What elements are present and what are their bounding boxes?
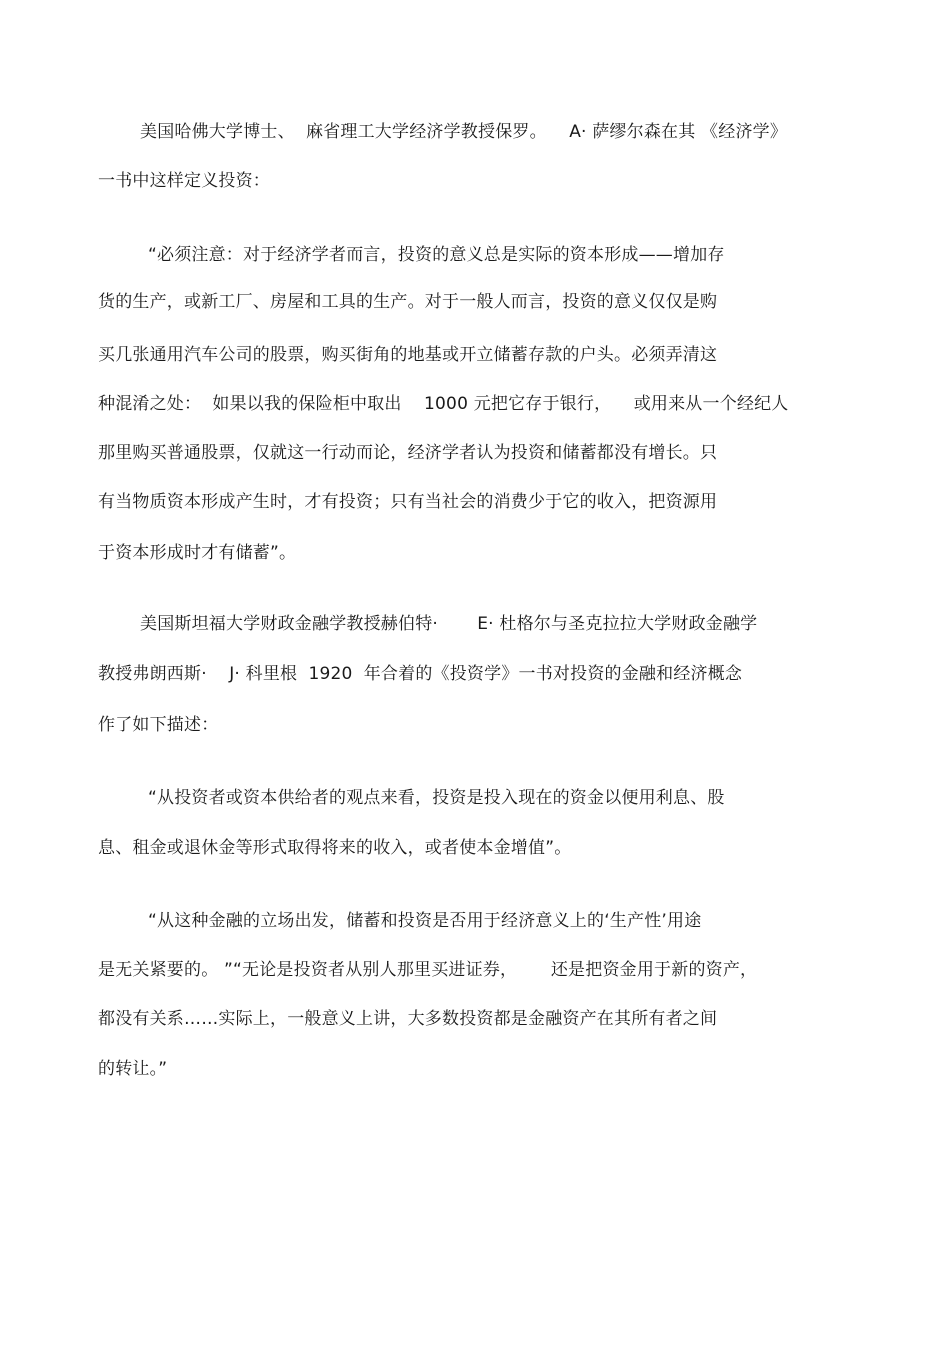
paragraph-2-line-2: 货的生产，或新工厂、房屋和工具的生产。对于一般人而言，投资的意义仅仅是购 [98, 292, 718, 312]
paragraph-3-line-1: 美国斯坦福大学财政金融学教授赫伯特· E· 杜格尔与圣克拉拉大学财政金融学 [140, 614, 758, 634]
paragraph-4-line-1: “从投资者或资本供给者的观点来看，投资是投入现在的资金以便用利息、股 [148, 788, 725, 808]
paragraph-1-line-2: 一书中这样定义投资： [98, 171, 270, 191]
paragraph-4-line-2: 息、租金或退休金等形式取得将来的收入，或者使本金增值”。 [98, 838, 572, 858]
paragraph-5-line-4: 的转让。” [98, 1059, 168, 1079]
paragraph-1-line-1: 美国哈佛大学博士、 麻省理工大学经济学教授保罗。 A· 萨缪尔森在其 《经济学》 [140, 122, 788, 142]
paragraph-2-line-5: 那里购买普通股票，仅就这一行动而论，经济学者认为投资和储蓄都没有增长。只 [98, 443, 718, 463]
paragraph-2-line-1: “必须注意：对于经济学者而言，投资的意义总是实际的资本形成——增加存 [148, 245, 725, 265]
paragraph-2-line-7: 于资本形成时才有储蓄”。 [98, 543, 297, 563]
paragraph-5-line-3: 都没有关系……实际上，一般意义上讲，大多数投资都是金融资产在其所有者之间 [98, 1009, 718, 1029]
paragraph-2-line-6: 有当物质资本形成产生时，才有投资；只有当社会的消费少于它的收入，把资源用 [98, 492, 718, 512]
paragraph-2-line-4: 种混淆之处： 如果以我的保险柜中取出 1000 元把它存于银行， 或用来从一个经纪人 [98, 394, 789, 414]
paragraph-2-line-3: 买几张通用汽车公司的股票，购买街角的地基或开立储蓄存款的户头。必须弄清这 [98, 345, 718, 365]
paragraph-5-line-1: “从这种金融的立场出发，储蓄和投资是否用于经济意义上的‘生产性’用途 [148, 911, 702, 931]
paragraph-5-line-2: 是无关紧要的。 ”“无论是投资者从别人那里买进证券， 还是把资金用于新的资产， [98, 960, 758, 980]
paragraph-3-line-2: 教授弗朗西斯· J· 科里根 1920 年合着的《投资学》一书对投资的金融和经济概念 [98, 664, 743, 684]
paragraph-3-line-3: 作了如下描述： [98, 715, 219, 735]
